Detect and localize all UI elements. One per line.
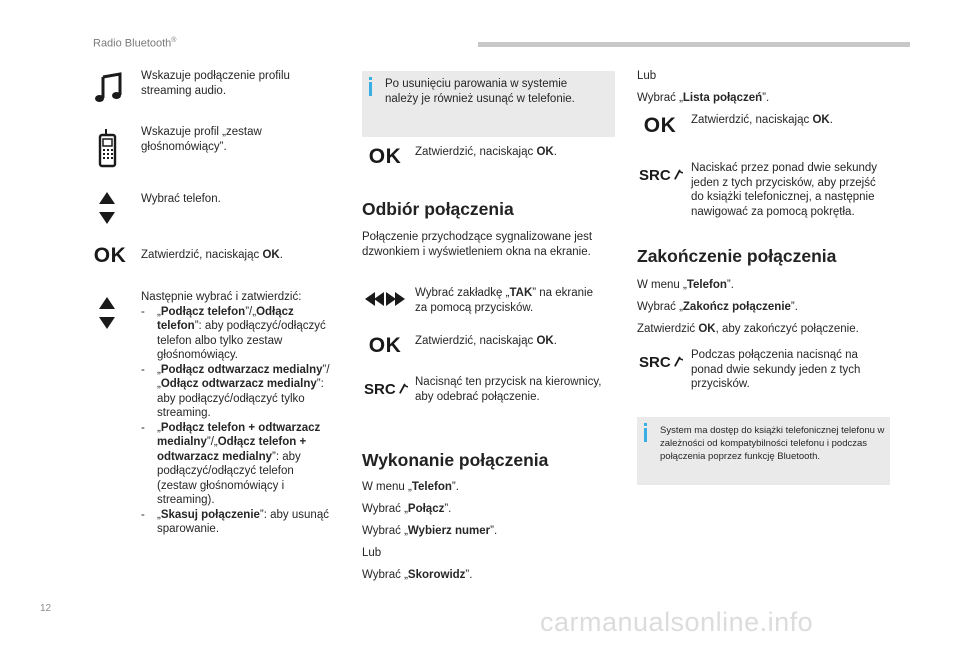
src-phone-button-icon: SRC [639,164,683,186]
src-phone-button-icon: SRC [364,378,408,400]
info-icon [644,428,647,442]
confirm-ok-text: Zatwierdzić, naciskając OK. [141,249,283,261]
left-right-arrows-icon [363,290,407,308]
ok-button-icon: OK [368,334,402,357]
receive-call-text: Połączenie przychodzące sygnalizowane jest dzwonkiem i wyświetleniem okna na ekranie. [362,231,593,258]
note-text: Po usunięciu parowania w systemie należy je również usunąć w telefonie. [385,78,575,105]
header-bar [478,42,910,47]
select-phone-text: Wybrać telefon. [141,193,221,205]
confirm-end-call-text: Zatwierdzić OK, aby zakończyć połączenie. [637,323,859,335]
heading-make-call: Wykonanie połączenia [362,450,549,470]
select-wybierz-numer-text: Wybrać „Wybierz numer”. [362,525,498,537]
list-item: - „Podłącz telefon + odtwarzacz medialny”/„Odłącz telefon + odtwarzacz medialny”: aby podłączyć/odłączyć telefon (zestaw głośnomówiący i streaming). [141,421,336,508]
handsfree-phone-icon [94,127,122,169]
confirm-ok-text: Zatwierdzić, naciskając OK. [415,146,557,158]
up-down-arrows-icon [96,295,118,331]
page-number: 12 [40,603,52,614]
list-item: - „Skasuj połączenie”: aby usunąć sparowanie. [141,508,336,537]
or-text: Lub [362,547,382,559]
connect-options-list [141,305,336,537]
select-zakoncz-text: Wybrać „Zakończ połączenie”. [637,301,798,313]
select-tab-text: Wybrać zakładkę „TAK” na ekranie za pomocą przycisków. [415,287,593,314]
ok-button-icon: OK [643,114,677,137]
src-answer-text: Nacisnąć ten przycisk na kierownicy, aby odebrać połączenie. [415,376,602,403]
menu-telefon-text: W menu „Telefon”. [637,279,734,291]
confirm-ok-text: Zatwierdzić, naciskając OK. [415,335,557,347]
up-down-arrows-icon [96,190,118,226]
ok-button-icon: OK [93,244,127,267]
list-item: - „Podłącz odtwarzacz medialny”/„Odłącz odtwarzacz medialny”: aby podłączyć/odłączyć tylko streaming. [141,363,336,421]
music-note-icon [93,72,125,104]
heading-receive-call: Odbiór połączenia [362,199,514,219]
src-phone-button-icon: SRC [639,351,683,373]
list-item: - „Podłącz telefon”/„Odłącz telefon”: aby podłączyć/odłączyć telefon albo tylko zestaw głośnomówiący. [141,305,336,363]
info-note-phonebook [637,417,890,485]
confirm-ok-text: Zatwierdzić, naciskając OK. [691,114,833,126]
heading-end-call: Zakończenie połączenia [637,246,837,266]
select-skorowidz-text: Wybrać „Skorowidz”. [362,569,473,581]
info-icon [369,82,372,96]
connect-options-block [141,290,336,537]
src-phonebook-text: Naciskać przez ponad dwie sekundy jeden z tych przycisków, aby przejść do książki telefonicznej, a następnie nawigować za pomocą pokrętła. [691,162,878,218]
menu-telefon-text: W menu „Telefon”. [362,481,459,493]
select-lista-polaczen-text: Wybrać „Lista połączeń”. [637,92,770,104]
streaming-profile-text: Wskazuje podłączenie profilu streaming audio. [141,70,290,97]
handsfree-profile-text: Wskazuje profil „zestaw głośnomówiący”. [141,126,262,153]
then-select-text: Następnie wybrać i zatwierdzić: [141,291,302,303]
ok-button-icon: OK [368,145,402,168]
src-end-call-text: Podczas połączenia nacisnąć na ponad dwie sekundy jeden z tych przycisków. [691,349,861,390]
note-text: System ma dostęp do książki telefonicznej telefonu w zależności od kompatybilności telefonu i podczas połączenia poprzez funkcję Bluetooth. [660,425,885,462]
page-header-title: Radio Bluetooth® [93,37,177,50]
or-text: Lub [637,70,657,82]
select-polacz-text: Wybrać „Połącz”. [362,503,452,515]
watermark-text: carmanualsonline.info [540,607,814,637]
info-note-unpair [362,71,615,137]
